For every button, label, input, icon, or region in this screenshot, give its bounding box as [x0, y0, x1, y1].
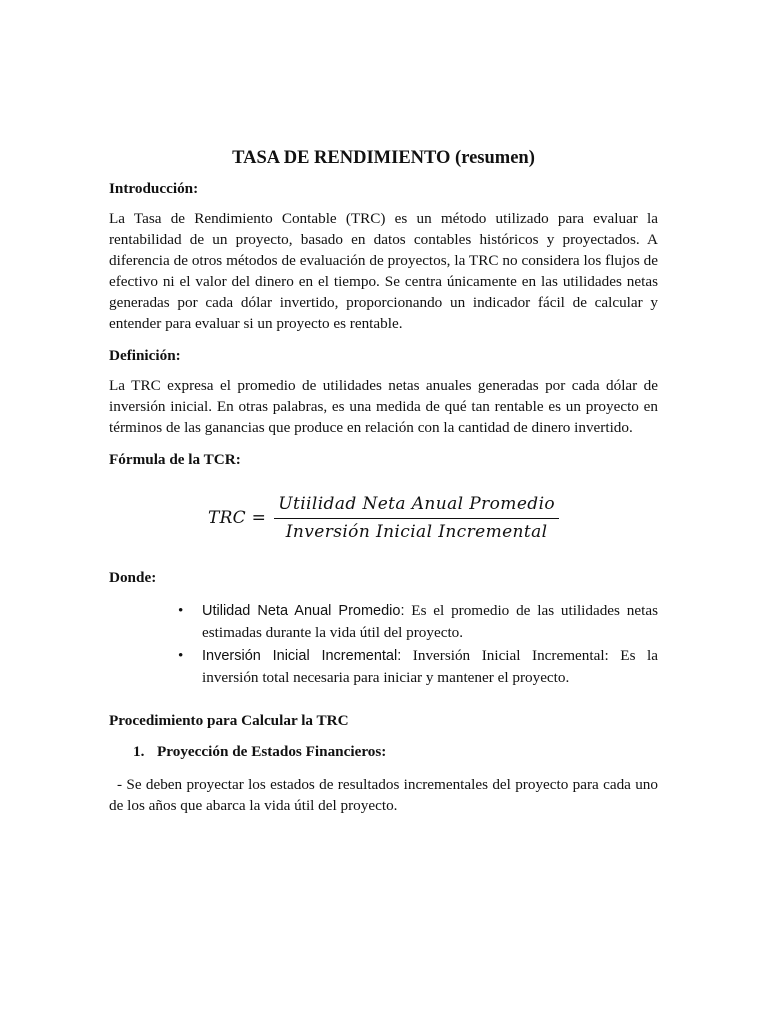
term-label: Inversión Inicial Incremental: [202, 648, 402, 664]
bullet-icon: • [178, 647, 184, 664]
intro-heading: Introducción: [109, 180, 199, 197]
procedure-heading: Procedimiento para Calcular la TRC [109, 712, 349, 729]
formula-lhs: TRC = [207, 508, 267, 528]
document-content [109, 146, 658, 827]
where-heading: Donde: [109, 569, 157, 586]
list-item [178, 600, 658, 643]
list-item [178, 645, 659, 688]
term-description: Inversión Inicial Incremental: Es la inversión total necesaria para iniciar y mantener el proyecto. [202, 647, 659, 686]
formula-denominator: Inversión Inicial Incremental [285, 522, 548, 542]
procedure-step-text: - Se deben proyectar los estados de resultados incrementales del proyecto para cada uno de los años que abarca la vida útil del proyecto. [109, 776, 658, 814]
trc-formula [109, 494, 658, 543]
document-title: TASA DE RENDIMIENTO (resumen) [232, 148, 535, 168]
where-list [109, 600, 658, 688]
definition-paragraph: La TRC expresa el promedio de utilidades netas anuales generadas por cada dólar de inversión inicial. En otras palabras, es una medida de qué tan rentable es un proyecto en términos de las ganancias que produce en relación con la cantidad de dinero invertido. [109, 377, 658, 436]
formula-numerator: Utiilidad Neta Anual Promedio [274, 494, 559, 519]
term-description: Es el promedio de las utilidades netas estimadas durante la vida útil del proyecto. [202, 602, 658, 641]
term-label: Utilidad Neta Anual Promedio: [202, 603, 405, 619]
intro-paragraph: La Tasa de Rendimiento Contable (TRC) es un método utilizado para evaluar la rentabilidad de un proyecto, basado en datos contables históricos y proyectados. A diferencia de otros métodos de evaluación de proyectos, la TRC no considera los flujos de efectivo ni el valor del dinero en el tiempo. Se centra únicamente en las utilidades netas generadas por cada dólar invertido, proporcionando un indicador fácil de calcular y entender para evaluar si un proyecto es rentable. [109, 210, 658, 332]
step-title: Proyección de Estados Financieros: [157, 743, 387, 760]
step-number: 1. [133, 743, 145, 760]
formula-fraction [274, 494, 559, 543]
bullet-icon: • [178, 602, 184, 619]
procedure-step-title [133, 741, 658, 762]
definition-heading: Definición: [109, 347, 181, 364]
formula-heading: Fórmula de la TCR: [109, 451, 241, 468]
